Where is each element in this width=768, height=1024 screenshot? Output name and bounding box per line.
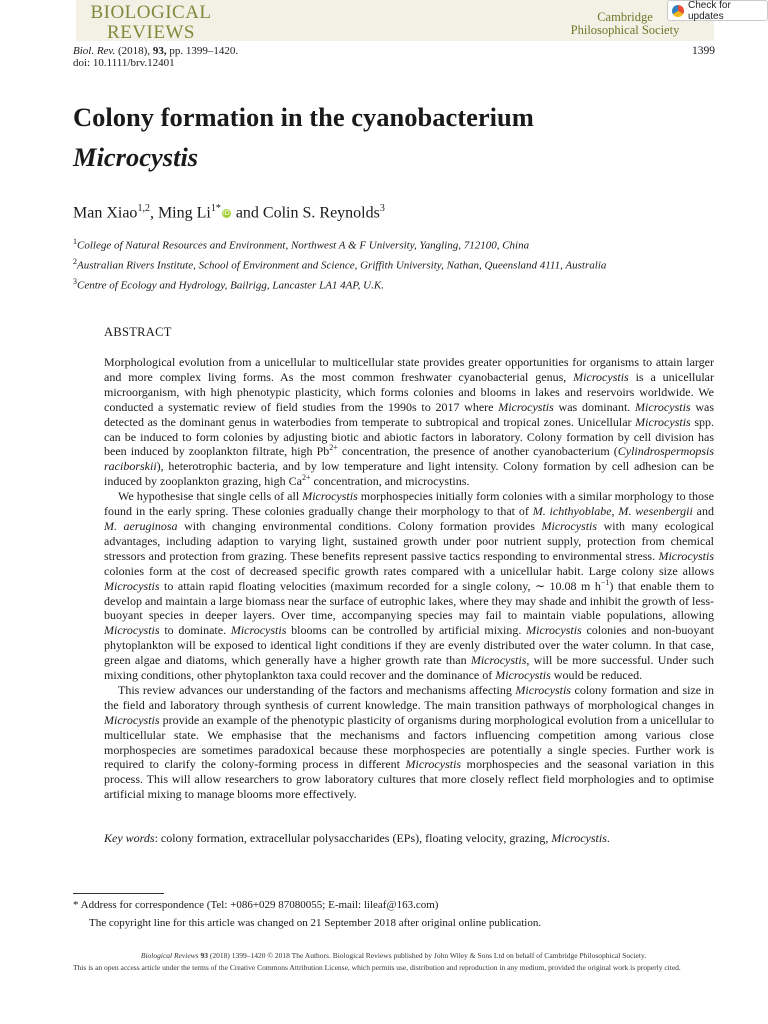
text-run: was dominant.	[553, 399, 636, 414]
text-run: and	[692, 504, 714, 519]
author-name[interactable]: Man Xiao	[73, 204, 138, 222]
taxon-name: Microcystis	[230, 623, 287, 638]
author-list	[73, 203, 385, 222]
keywords-label: Key words	[104, 831, 155, 845]
citation-line	[73, 45, 238, 69]
citation-volume: 93,	[152, 45, 167, 57]
title-line2: Microcystis	[73, 142, 199, 172]
text-run: , will be more successful. Under such mixing conditions, other phytoplankton taxa could recover and the dominance of	[104, 653, 715, 683]
keywords-end: .	[606, 831, 610, 845]
taxon-name: Microcystis	[635, 414, 691, 429]
text-run: ,	[611, 504, 619, 519]
text-run: to dominate.	[159, 623, 231, 638]
text-run: with changing environmental conditions. Colony formation provides	[177, 518, 542, 533]
taxon-name: Microcystis	[104, 712, 160, 727]
journal-logo[interactable]	[81, 3, 221, 43]
taxon-name: M. aeruginosa	[104, 518, 178, 533]
taxon-name: Microcystis	[495, 668, 551, 683]
keywords-text: : colony formation, extracellular polysaccharides (EPs), floating velocity, grazing,	[154, 831, 552, 845]
taxon-name: Microcystis	[470, 653, 527, 668]
keyword-taxon: Microcystis	[551, 831, 607, 845]
taxon-name: Microcystis	[573, 369, 629, 384]
taxon-name: Microcystis	[526, 623, 582, 638]
text-run: is a unicellular microorganism, with high phenotypic plasticity, which forms colonies and blooms in lakes and reservoirs worldwide. We conducted a systematic review of field studies from the 1990s to 2017 where	[104, 369, 714, 414]
text-run: would be reduced.	[550, 668, 643, 683]
text-run: colony formation and size in the field and laboratory through synthesis of current knowledge. The main transition pathways of morphological changes in	[104, 682, 715, 712]
taxon-name: Microcystis	[104, 623, 160, 638]
text-run: blooms can be controlled by artificial mixing.	[286, 623, 527, 638]
text-run: was detected as the dominant genus in waterbodies from temperate to subtropical and tropical zones. Unicellular	[104, 399, 714, 429]
license-rest: (2018) 1399–1420 © 2018 The Authors. Biological Reviews published by John Wiley & Sons Ltd on behalf of Cambridge Philosophical Society.	[207, 951, 647, 960]
text-run: ), heterotrophic bacteria, and by low temperature and light intensity. Colony formation by cell adhesion can be induced by zooplankton grazing, high Ca	[104, 459, 714, 489]
crossmark-icon	[672, 5, 684, 17]
license-footer	[73, 950, 714, 973]
abstract-paragraph	[104, 683, 714, 802]
taxon-name: M. ichthyoblabe	[532, 504, 612, 519]
taxon-name: Cylindrospermopsis raciborskii	[104, 444, 714, 474]
check-for-updates-button[interactable]	[667, 0, 768, 21]
footnote-divider	[73, 893, 164, 894]
affiliation-text: Australian Rivers Institute, School of Environment and Science, Griffith University, Nathan, Queensland 4111, Australia	[77, 259, 607, 272]
license-body: This is an open access article under the terms of the Creative Commons Attribution License, which permits use, distribution and reproduction in any medium, provided the original work is properly cited.	[73, 962, 681, 972]
taxon-name: Microcystis	[635, 399, 691, 414]
orcid-icon[interactable]: iD	[223, 210, 230, 218]
text-run: Morphological evolution from a unicellular to multicellular state provides greater opportunities for organisms to attain larger and more complex living forms. As the most common freshwater cyanobacterial genus,	[104, 355, 714, 384]
author-affil-sup: 3	[379, 203, 385, 214]
author-affil-sup: 1,2	[137, 203, 150, 214]
taxon-name: Microcystis	[658, 548, 714, 563]
superscript: −1	[600, 577, 610, 587]
text-run: to attain rapid floating velocities (maximum recorded for a single colony, ∼ 10.08 m h	[159, 578, 601, 593]
journal-name-line2: REVIEWS	[107, 22, 195, 43]
taxon-name: Microcystis	[541, 518, 598, 533]
text-run: spp. can be induced to form colonies by adjusting biotic and abiotic factors in laboratory. Colony formation by cell division has been induced by zooplankton filtrate, high Pb	[104, 414, 714, 459]
affiliation-item	[73, 274, 606, 294]
license-journal: Biological Reviews	[140, 951, 199, 960]
author-affil-sup: 1*	[210, 203, 221, 214]
affiliation-text: College of Natural Resources and Environment, Northwest A & F University, Yangling, 712100, China	[77, 239, 530, 252]
title-line1: Colony formation in the cyanobacterium	[73, 102, 534, 132]
taxon-name: M. wesenbergii	[618, 504, 693, 519]
license-citation	[73, 950, 714, 962]
doi-link[interactable]: doi: 10.1111/brv.12401	[73, 57, 175, 69]
text-run: colonies and non-buoyant phytoplankton will be exposed to identical light conditions if they are evenly distributed over the water column. In that case, green algae and diatoms, which generally have a higher growth rate than	[104, 623, 714, 668]
article-title	[73, 97, 713, 177]
abstract-body	[104, 355, 714, 802]
affiliation-item	[73, 254, 606, 274]
text-run: morphospecies initially form colonies with a similar morphology to those found in the early spring. These colonies gradually change their morphology to that of	[104, 489, 714, 519]
copyright-change-note: The copyright line for this article was changed on 21 September 2018 after original online publication.	[89, 917, 542, 929]
affiliation-number: 2	[73, 257, 77, 267]
affiliation-number: 1	[73, 237, 77, 246]
taxon-name: Microcystis	[302, 489, 358, 504]
abstract-heading: ABSTRACT	[104, 325, 172, 339]
text-run: We hypothesise that single cells of all	[118, 489, 303, 504]
abstract-paragraph	[104, 355, 714, 489]
superscript: 2+	[329, 443, 338, 453]
abstract-paragraph	[104, 489, 714, 683]
citation-journal: Biol. Rev.	[73, 45, 116, 57]
author-name[interactable]: , Ming Li	[149, 204, 211, 222]
superscript: 2+	[301, 473, 311, 483]
page-number: 1399	[692, 45, 715, 57]
text-run: morphospecies and the seasonal variation in this process. This will allow researchers to grow laboratory cultures that more closely reflect field morphologies and to optimise artificial mixing to manage blooms more effectively.	[104, 757, 714, 802]
license-volume: 93	[200, 951, 208, 960]
check-for-updates-label: Check for updates	[688, 0, 731, 22]
taxon-name: Microcystis	[104, 578, 160, 593]
affiliation-item	[73, 234, 606, 254]
citation-pages: pp. 1399–1420.	[169, 45, 239, 57]
taxon-name: Microcystis	[405, 757, 462, 772]
journal-name-line1: BIOLOGICAL	[90, 2, 212, 23]
text-run: concentration, and microcystins.	[310, 474, 470, 489]
correspondence-footnote: * Address for correspondence (Tel: +086+029 87080055; E-mail: lileaf@163.com)	[73, 899, 439, 911]
text-run: colonies form at the cost of decreased specific growth rates compared with a unicellular habit. Large colony size allows	[104, 563, 714, 578]
affiliation-number: 3	[73, 277, 77, 287]
taxon-name: Microcystis	[498, 399, 554, 414]
society-name-line1: Cambridge	[597, 10, 653, 24]
text-run: concentration, the presence of another cyanobacterium (	[337, 444, 618, 459]
society-name-line2: Philosophical Society	[570, 23, 680, 37]
author-name[interactable]: and Colin S. Reynolds	[231, 204, 380, 222]
keywords-line	[104, 831, 610, 846]
affiliation-text: Centre of Ecology and Hydrology, Bailrigg, Lancaster LA1 4AP, U.K.	[77, 279, 384, 292]
text-run: ) that enable them to develop and maintain a large biomass near the surface of eutrophic lakes, where they may shade and inhibit the growth of less-buoyant species in deeper layers. Over time, accompanying species may fail to maintain viable populations, allowing	[104, 578, 714, 623]
text-run: with many ecological advantages, including adaption to varying light, sustained growth under poor nutrient supply, protection from chemical stressors and protection from grazing. These benefits represent passive tactics responding to environmental stress.	[104, 518, 714, 563]
text-run: This review advances our understanding of the factors and mechanisms affecting	[118, 682, 516, 697]
taxon-name: Microcystis	[515, 682, 571, 697]
affiliation-list	[73, 234, 606, 294]
citation-year: (2018),	[118, 45, 151, 57]
text-run: provide an example of the phenotypic plasticity of organisms during morphological evolution from a unicellular to multicellular state. We emphasise that the mechanisms and factors influencing competition among various close morphospecies are sometimes paradoxical because these morphospecies are potentially a single species. Further work is required to clarify the colony-forming process in different	[104, 712, 714, 772]
